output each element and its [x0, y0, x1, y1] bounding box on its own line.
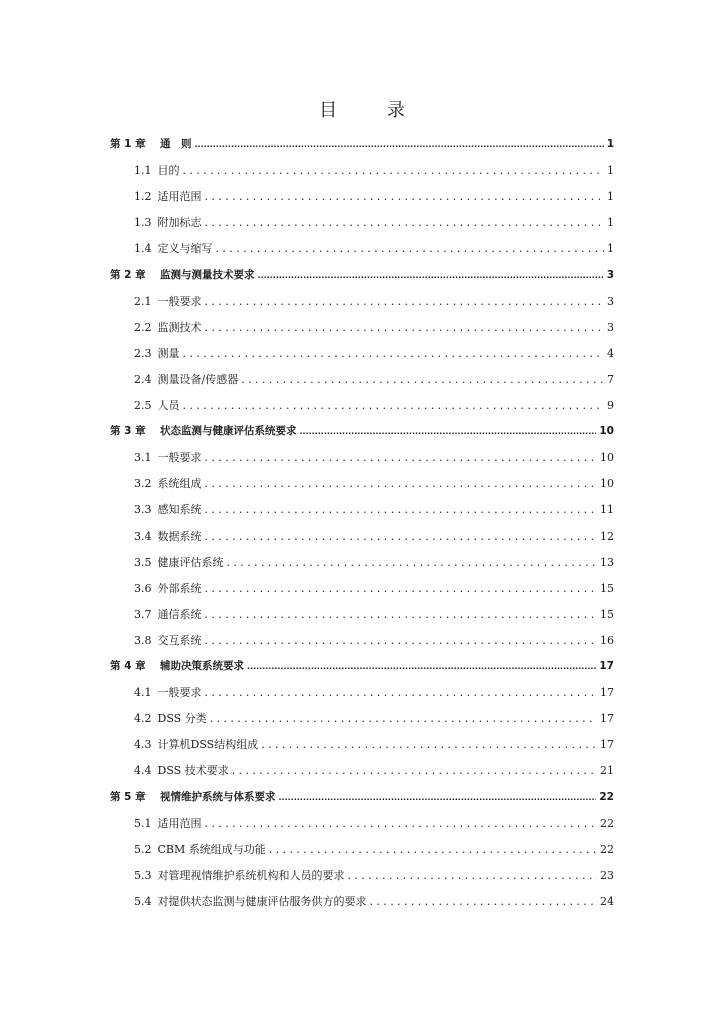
entry-title: 一般要求 [157, 451, 202, 465]
entry-title: 计算机DSS结构组成 [157, 738, 259, 752]
toc-section-entry[interactable] [134, 371, 614, 387]
entry-page-number: 10 [600, 451, 614, 465]
toc-chapter-entry[interactable] [110, 789, 614, 804]
entry-number: 第 4 章 [110, 660, 146, 672]
entry-page-number: 10 [600, 477, 614, 491]
entry-page-number: 9 [607, 399, 614, 412]
entry-page-number: 3 [607, 294, 614, 308]
toc-section-entry[interactable] [134, 397, 614, 413]
toc-chapter-entry[interactable] [110, 267, 614, 282]
dot-leader [348, 869, 598, 882]
entry-page-number: 1 [607, 216, 614, 230]
dot-leader [269, 843, 597, 856]
entry-title: 外部系统 [157, 581, 202, 595]
entry-title: 感知系统 [157, 503, 202, 517]
entry-number: 1.2 [134, 190, 152, 204]
toc-section-entry[interactable] [134, 475, 614, 491]
entry-number: 5.1 [134, 816, 152, 830]
entry-title: 目的 [157, 164, 180, 178]
toc-section-entry[interactable] [134, 867, 614, 883]
toc-section-entry[interactable] [134, 684, 614, 700]
entry-page-number: 4 [607, 346, 614, 360]
dot-leader [205, 295, 605, 308]
entry-number: 4.4 [134, 764, 152, 778]
entry-page-number: 17 [600, 686, 614, 700]
toc-chapter-entry[interactable] [110, 658, 614, 673]
entry-page-number: 17 [599, 660, 614, 672]
entry-page-number: 1 [606, 138, 614, 150]
entry-page-number: 12 [600, 529, 614, 543]
toc-section-entry[interactable] [134, 345, 614, 361]
entry-page-number: 1 [607, 242, 614, 256]
toc-section-entry[interactable] [134, 501, 614, 517]
toc-section-entry[interactable] [134, 319, 614, 335]
entry-number: 5.4 [134, 894, 152, 908]
toc-section-entry[interactable] [134, 606, 614, 622]
dot-leader [227, 556, 598, 569]
entry-title: 测量 [157, 346, 180, 360]
entry-page-number: 21 [600, 764, 614, 778]
entry-number: 3.5 [134, 555, 152, 569]
entry-page-number: 17 [600, 738, 614, 752]
dot-leader [216, 242, 605, 255]
entry-number: 1.1 [134, 164, 152, 178]
entry-number: 第 1 章 [110, 138, 146, 150]
toc-section-entry[interactable] [134, 815, 614, 831]
dot-leader [183, 347, 605, 360]
entry-title: 通信系统 [157, 607, 202, 621]
toc-section-entry[interactable] [134, 293, 614, 309]
entry-title: 监测技术 [157, 320, 202, 334]
dot-leader [205, 477, 598, 490]
toc-section-entry[interactable] [134, 528, 614, 544]
dot-leader [210, 712, 597, 725]
dot-leader [183, 399, 605, 412]
entry-title: 定义与缩写 [157, 242, 213, 256]
entry-number: 2.5 [134, 399, 152, 412]
dot-leader [261, 738, 597, 751]
dot-leader [247, 662, 596, 671]
entry-page-number: 22 [600, 816, 614, 830]
entry-title: 辅助决策系统要求 [160, 660, 244, 672]
entry-title: 监测与测量技术要求 [160, 268, 255, 281]
entry-number: 2.2 [134, 320, 152, 334]
entry-title: 状态监测与健康评估系统要求 [160, 425, 297, 438]
dot-leader [300, 427, 597, 436]
dot-leader [205, 451, 598, 464]
dot-leader [205, 608, 598, 621]
toc-section-entry[interactable] [134, 632, 614, 648]
toc-section-entry[interactable] [134, 893, 614, 909]
entry-number: 1.4 [134, 242, 152, 256]
dot-leader [241, 373, 604, 386]
toc-section-entry[interactable] [134, 580, 614, 596]
entry-number: 5.3 [134, 868, 152, 882]
dot-leader [258, 271, 604, 280]
dot-leader [205, 686, 598, 699]
entry-number: 5.2 [134, 842, 152, 856]
entry-page-number: 22 [600, 842, 614, 856]
dot-leader [279, 793, 597, 802]
dot-leader [205, 817, 598, 830]
entry-number: 1.3 [134, 216, 152, 230]
entry-page-number: 15 [600, 581, 614, 595]
toc-section-entry[interactable] [134, 188, 614, 204]
page-title: 目 录 [319, 100, 427, 121]
entry-number: 2.4 [134, 372, 152, 386]
entry-title: 一般要求 [157, 686, 202, 700]
dot-leader [205, 634, 598, 647]
entry-title: CBM 系统组成与功能 [157, 842, 266, 856]
entry-page-number: 15 [600, 607, 614, 621]
entry-number: 第 2 章 [110, 268, 146, 281]
entry-page-number: 7 [607, 372, 614, 386]
dot-leader [183, 164, 605, 177]
entry-number: 2.3 [134, 346, 152, 360]
entry-title: 对管理视情维护系统机构和人员的要求 [157, 868, 345, 882]
toc-chapter-entry[interactable] [110, 136, 614, 151]
entry-number: 4.1 [134, 686, 152, 700]
entry-page-number: 16 [600, 633, 614, 647]
toc-section-entry[interactable] [134, 162, 614, 178]
toc-section-entry[interactable] [134, 240, 614, 256]
entry-title: 数据系统 [157, 529, 202, 543]
toc-section-entry[interactable] [134, 449, 614, 465]
toc-section-entry[interactable] [134, 841, 614, 857]
dot-leader [205, 190, 605, 203]
entry-number: 4.2 [134, 712, 152, 726]
entry-title: 适用范围 [157, 816, 202, 830]
entry-title: 附加标志 [157, 216, 202, 230]
entry-page-number: 10 [599, 425, 614, 438]
entry-title: 通 则 [160, 138, 192, 150]
toc-section-entry[interactable] [134, 736, 614, 752]
entry-page-number: 1 [607, 164, 614, 178]
entry-title: DSS 技术要求 [157, 764, 229, 778]
entry-title: 人员 [157, 399, 180, 412]
dot-leader [205, 503, 598, 516]
entry-title: 适用范围 [157, 190, 202, 204]
entry-title: 一般要求 [157, 294, 202, 308]
entry-number: 3.6 [134, 581, 152, 595]
entry-title: 健康评估系统 [157, 555, 224, 569]
entry-number: 3.8 [134, 633, 152, 647]
entry-title: 对提供状态监测与健康评估服务供方的要求 [157, 894, 367, 908]
entry-number: 3.1 [134, 451, 152, 465]
toc-section-entry[interactable] [134, 554, 614, 570]
entry-page-number: 24 [600, 894, 614, 908]
entry-page-number: 3 [607, 320, 614, 334]
toc-chapter-entry[interactable] [110, 423, 614, 438]
dot-leader [205, 216, 605, 229]
entry-title: DSS 分类 [157, 712, 207, 726]
dot-leader [195, 140, 604, 149]
dot-leader [205, 321, 605, 334]
entry-number: 3.7 [134, 607, 152, 621]
entry-page-number: 11 [600, 503, 614, 517]
toc-section-entry[interactable] [134, 710, 614, 726]
entry-page-number: 13 [600, 555, 614, 569]
entry-page-number: 22 [599, 790, 614, 803]
entry-title: 测量设备/传感器 [157, 372, 239, 386]
entry-page-number: 23 [600, 868, 614, 882]
dot-leader [370, 895, 598, 908]
dot-leader [205, 530, 598, 543]
entry-number: 3.2 [134, 477, 152, 491]
entry-number: 2.1 [134, 294, 152, 308]
entry-number: 3.3 [134, 503, 152, 517]
entry-title: 视情维护系统与体系要求 [160, 790, 276, 803]
entry-title: 系统组成 [157, 477, 202, 491]
entry-page-number: 3 [606, 268, 614, 281]
toc-section-entry[interactable] [134, 762, 614, 778]
entry-number: 第 3 章 [110, 425, 146, 438]
dot-leader [205, 582, 598, 595]
entry-number: 4.3 [134, 738, 152, 752]
entry-page-number: 1 [607, 190, 614, 204]
entry-page-number: 17 [600, 712, 614, 726]
entry-number: 3.4 [134, 529, 152, 543]
dot-leader [232, 764, 597, 777]
entry-number: 第 5 章 [110, 790, 146, 803]
entry-title: 交互系统 [157, 633, 202, 647]
toc-section-entry[interactable] [134, 214, 614, 230]
